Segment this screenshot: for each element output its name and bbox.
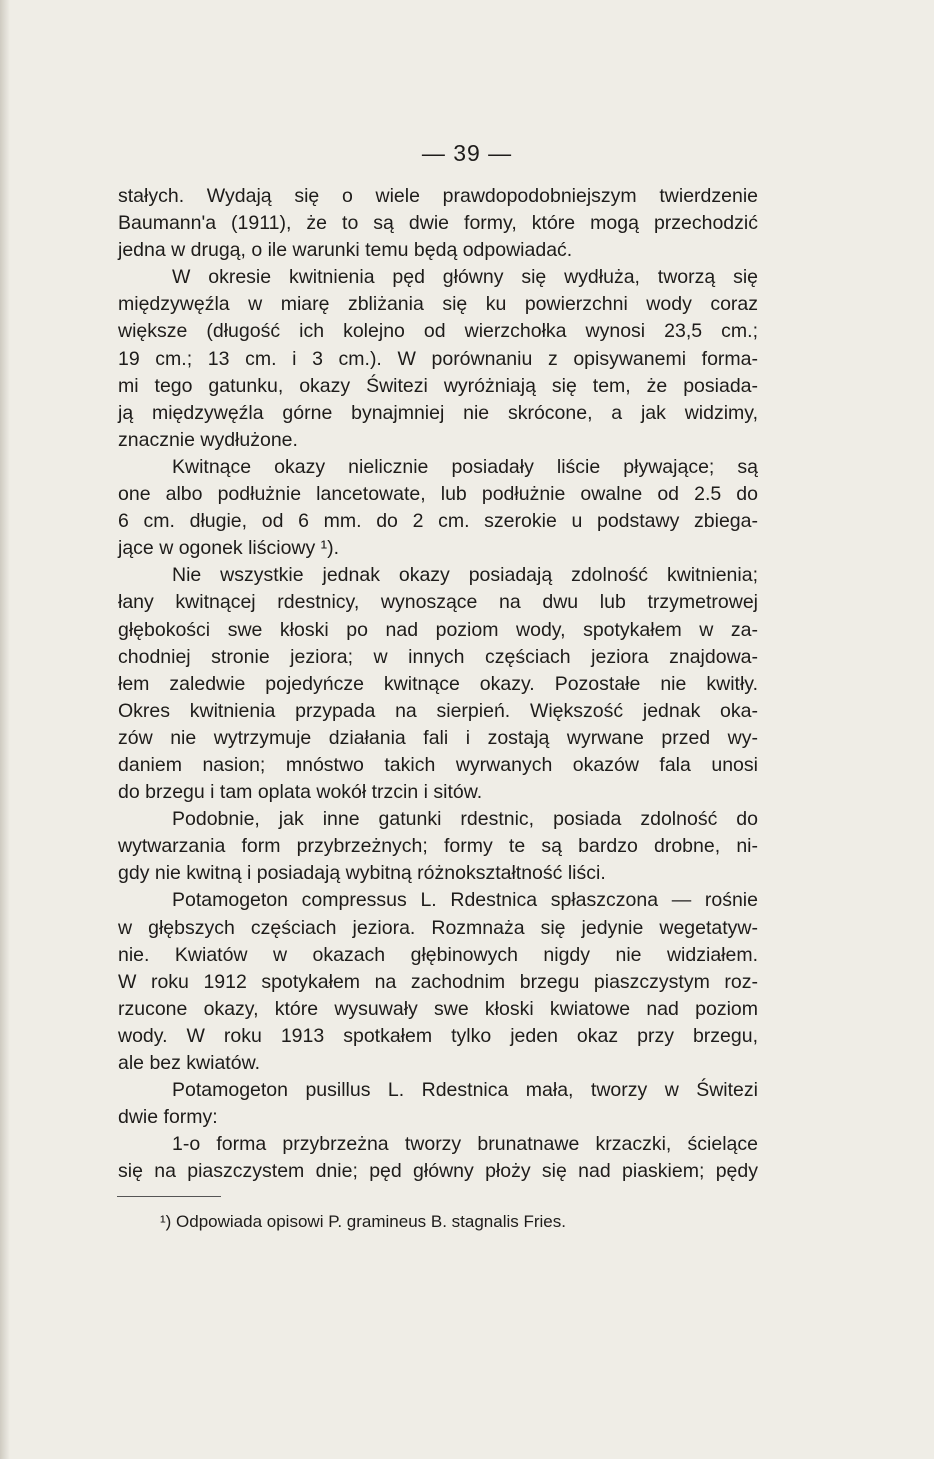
text-line: mi tego gatunku, okazy Świtezi wyróżniają się tem, że posiada- <box>118 374 758 397</box>
text-line: większe (długość ich kolejno od wierzchołka wynosi 23,5 cm.; <box>118 320 758 343</box>
text-line: ją międzywęźla górne bynajmniej nie skrócone, a jak widzimy, <box>118 401 758 424</box>
text-line: ale bez kwiatów. <box>118 1052 260 1074</box>
page-binding-edge <box>0 0 10 1459</box>
text-line: łany kwitnącej rdestnicy, wynoszące na dwu lub trzymetrowej <box>118 591 758 614</box>
text-line: stałych. Wydają się o wiele prawdopodobniejszym twierdzenie <box>118 185 758 207</box>
text-line: łem zaledwie pojedyńcze kwitnące okazy. Pozostałe nie kwitły. <box>118 672 758 695</box>
text-line: międzywęźla w miarę zbliżania się ku powierzchni wody coraz <box>118 293 758 316</box>
text-line: się na piaszczystem dnie; pęd główny płoży się nad piaskiem; pędy <box>118 1160 758 1183</box>
text-line: Nie wszystkie jednak okazy posiadają zdolność kwitnienia; <box>172 564 758 587</box>
text-line: głębokości swe kłoski po nad poziom wody, spotykałem w za- <box>118 618 758 641</box>
footnote: ¹) Odpowiada opisowi P. gramineus B. stagnalis Fries. <box>160 1212 566 1231</box>
text-line: Potamogeton compressus L. Rdestnica spłaszczona — rośnie <box>172 889 758 912</box>
text-line: rzucone okazy, które wysuwały swe kłoski kwiatowe nad poziom <box>118 997 758 1020</box>
body-text <box>118 183 758 1185</box>
text-line: dwie formy: <box>118 1106 218 1129</box>
text-line: 1-o forma przybrzeżna tworzy brunatnawe krzaczki, ścielące <box>172 1133 758 1156</box>
text-line: one albo podłużnie lancetowate, lub podłużnie owalne od 2.5 do <box>118 483 758 506</box>
text-line: Podobnie, jak inne gatunki rdestnic, posiada zdolność do <box>172 808 758 831</box>
text-line: Kwitnące okazy nielicznie posiadały liście pływające; są <box>172 455 758 478</box>
text-line: W roku 1912 spotykałem na zachodnim brzegu piaszczystym roz- <box>118 970 758 993</box>
text-line: nie. Kwiatów w okazach głębinowych nigdy nie widziałem. <box>118 943 758 966</box>
text-line: chodniej stronie jeziora; w innych częściach jeziora znajdowa- <box>118 645 758 668</box>
text-line: w głębszych częściach jeziora. Rozmnaża się jedynie wegetatyw- <box>118 916 758 939</box>
text-line: zów nie wytrzymuje działania fali i zostają wyrwane przed wy- <box>118 726 758 749</box>
text-line: wytwarzania form przybrzeżnych; formy te są bardzo drobne, ni- <box>118 835 758 858</box>
text-line: 6 cm. długie, od 6 mm. do 2 cm. szerokie u podstawy zbiega- <box>118 510 758 533</box>
text-line: jące w ogonek liściowy ¹). <box>118 537 340 560</box>
text-line: wody. W roku 1913 spotkałem tylko jeden okaz przy brzegu, <box>118 1024 758 1047</box>
text-line: Okres kwitnienia przypada na sierpień. Większość jednak oka- <box>118 699 758 722</box>
text-line: znacznie wydłużone. <box>118 428 298 451</box>
text-line: gdy nie kwitną i posiadają wybitną różnokształtność liści. <box>118 862 606 885</box>
page-number: — 39 — <box>421 140 513 166</box>
text-line: do brzegu i tam oplata wokół trzcin i sitów. <box>118 781 483 804</box>
text-line: Baumann'a (1911), że to są dwie formy, które mogą przechodzić <box>118 212 758 235</box>
text-line: daniem nasion; mnóstwo takich wyrwanych okazów fala unosi <box>118 753 758 776</box>
text-line: Potamogeton pusillus L. Rdestnica mała, tworzy w Świtezi <box>172 1079 758 1102</box>
text-line: 19 cm.; 13 cm. i 3 cm.). W porównaniu z opisywanemi forma- <box>118 347 758 370</box>
text-line: jedna w drugą, o ile warunki temu będą odpowiadać. <box>118 239 573 262</box>
footnote-divider <box>117 1196 221 1197</box>
text-line: W okresie kwitnienia pęd główny się wydłuża, tworzą się <box>172 266 758 289</box>
